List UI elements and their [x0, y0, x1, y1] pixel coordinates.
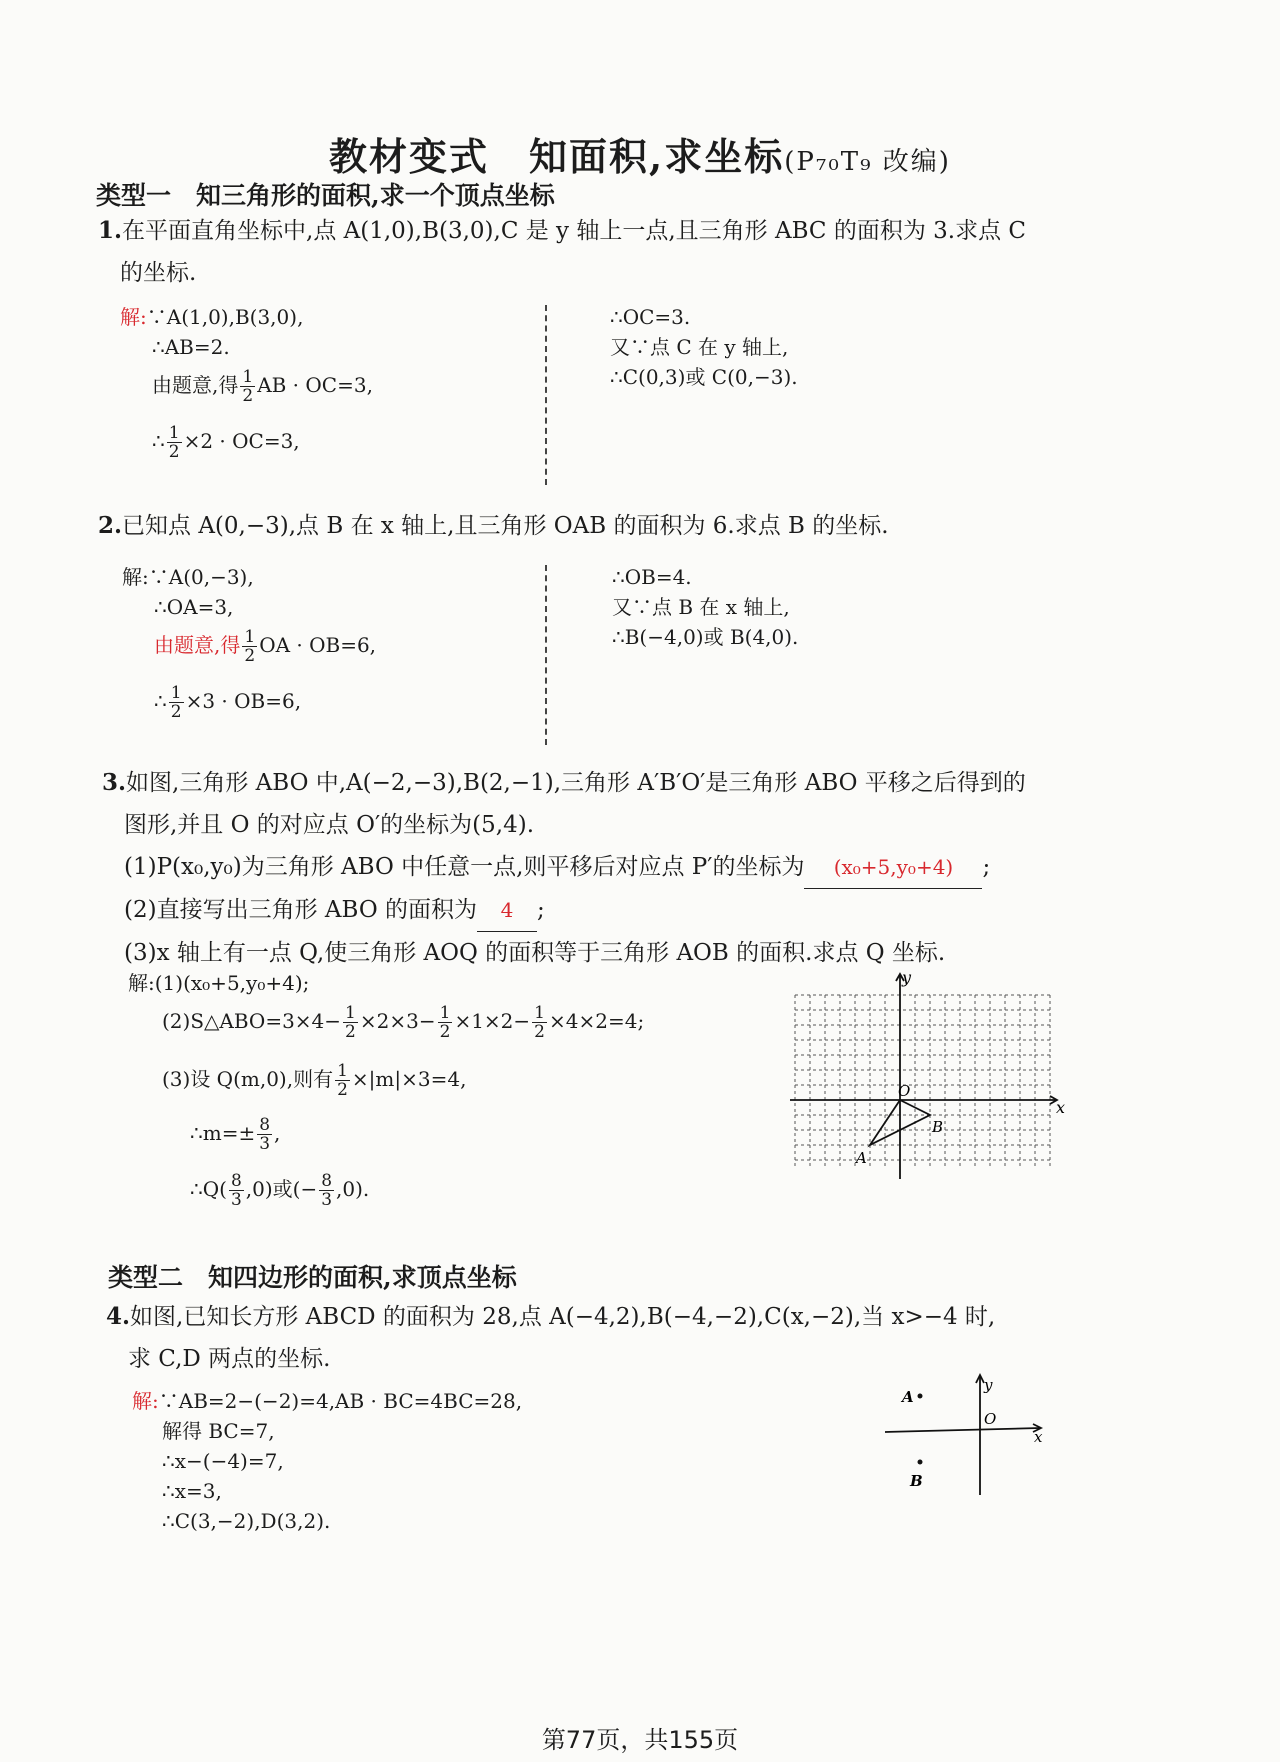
point-a-label: A — [902, 1388, 914, 1406]
y-axis-label: y — [984, 1376, 993, 1394]
title-sub: 知面积,求坐标 — [529, 134, 785, 179]
fraction: $\frac{1}{2}$ — [244, 627, 256, 666]
dashed-divider — [545, 305, 547, 485]
question-text: 已知点 A(0,−3),点 B 在 x 轴上,且三角形 OAB 的面积为 6.求点 B 的坐标. — [122, 513, 889, 539]
fraction: $\frac{8}{3}$ — [321, 1171, 333, 1210]
x-axis-label: x — [1056, 1098, 1066, 1117]
section-heading-type1: 类型一 知三角形的面积,求一个顶点坐标 — [96, 181, 555, 210]
dashed-divider — [545, 565, 547, 745]
x-axis-label: x — [1034, 1428, 1043, 1446]
solution-label: 解: — [128, 971, 155, 995]
fraction: $\frac{8}{3}$ — [230, 1171, 242, 1210]
fraction: $\frac{1}{2}$ — [337, 1061, 348, 1100]
fraction: $\frac{8}{3}$ — [259, 1115, 271, 1154]
solution-step: ∴Q( — [190, 1177, 227, 1201]
question-text: 求 C,D 两点的坐标. — [128, 1346, 331, 1372]
solution-label: 解: — [122, 565, 149, 589]
question-text: 如图,三角形 ABO 中,A(−2,−3),B(2,−1),三角形 A′B′O′是三角形 ABO 平移之后得到的 — [126, 770, 1026, 796]
solution-step: ×3 · OB=6, — [185, 689, 302, 713]
question-part: (2)直接写出三角形 ABO 的面积为 — [124, 897, 477, 923]
solution-step: 由题意,得 — [154, 633, 241, 657]
solution-step: ∴OA=3, — [154, 595, 234, 619]
fraction: $\frac{1}{2}$ — [242, 367, 254, 406]
question-number: 1. — [98, 217, 123, 244]
solution-step: ∴B(−4,0)或 B(4,0). — [612, 625, 799, 649]
question-1 — [98, 210, 1198, 294]
fraction: $\frac{1}{2}$ — [439, 1003, 451, 1042]
question-text: 在平面直角坐标中,点 A(1,0),B(3,0),C 是 y 轴上一点,且三角形 ABC 的面积为 3.求点 C — [122, 218, 1026, 244]
fraction: $\frac{1}{2}$ — [345, 1003, 356, 1042]
solution-step: 解得 BC=7, — [162, 1419, 275, 1443]
fraction: $\frac{1}{2}$ — [168, 423, 180, 462]
origin-label: O — [898, 1082, 911, 1100]
question-3: 3.如图,三角形 ABO 中,A(−2,−3),B(2,−1),三角形 A′B′O′是三角形 ABO 平移之后得到的 图形,并且 O 的对应点 O′的坐标为(5,4). (1)P(x₀,y₀)为三角形 ABO 中任意一点,则平移后对应点 P′的坐标为 (x₀+5,y₀+4) ; (2)直接写出三角形 ABO 的面积为 4 ; (3)x 轴上有一点 Q,使三角形 AOQ 的面积等于三角形 AOB 的面积.求点 Q 坐标. — [102, 762, 1222, 974]
question-number: 2. — [98, 512, 123, 539]
solution-step: (2)S△ABO=3×4− — [162, 1009, 342, 1033]
solution-step: (3)设 Q(m,0),则有 — [162, 1067, 334, 1091]
solution-label: 解: — [120, 305, 147, 329]
question-number: 3. — [102, 769, 127, 796]
answer-blank: 4 — [477, 889, 537, 932]
solution-step: ∵A(1,0),B(3,0), — [146, 305, 304, 329]
solution-step: ∴C(0,3)或 C(0,−3). — [610, 365, 798, 389]
y-axis-label: y — [902, 968, 912, 987]
question-4 — [106, 1296, 1226, 1380]
solution-step: AB · OC=3, — [257, 373, 373, 397]
question-text: 图形,并且 O 的对应点 O′的坐标为(5,4). — [124, 812, 535, 838]
title-main: 教材变式 — [329, 134, 490, 179]
question-text: 的坐标. — [120, 260, 197, 286]
question-number: 4. — [106, 1303, 131, 1330]
solution-step: ∴x=3, — [162, 1479, 222, 1503]
solution-step: ∵A(0,−3), — [148, 565, 254, 589]
fraction: $\frac{1}{2}$ — [534, 1003, 545, 1042]
solution-step: ∴OB=4. — [612, 565, 692, 589]
point-a-dot — [918, 1394, 923, 1399]
point-b-dot — [918, 1460, 923, 1465]
question-text: 如图,已知长方形 ABCD 的面积为 28,点 A(−4,2),B(−4,−2),C(x,−2),当 x>−4 时, — [130, 1304, 996, 1330]
solution-step: 又∵点 C 在 y 轴上, — [610, 335, 789, 359]
solution-step: OA · OB=6, — [259, 633, 377, 657]
solution-step: 又∵点 B 在 x 轴上, — [612, 595, 790, 619]
fraction: $\frac{1}{2}$ — [170, 683, 182, 722]
solution-step: ∴AB=2. — [152, 335, 230, 359]
solution-step: ∴m=± — [190, 1121, 256, 1145]
question-part: (1)P(x₀,y₀)为三角形 ABO 中任意一点,则平移后对应点 P′的坐标为 — [124, 854, 805, 880]
solution-step: ∴x−(−4)=7, — [162, 1449, 284, 1473]
page-title — [0, 126, 1280, 181]
solution-step: ∴C(3,−2),D(3,2). — [162, 1509, 331, 1533]
point-b-label: B — [932, 1118, 944, 1136]
origin-label: O — [984, 1410, 997, 1428]
coordinate-grid-q3 — [780, 965, 1070, 1185]
solution-step: ∴OC=3. — [610, 305, 691, 329]
solution-step: ∵AB=2−(−2)=4,AB · BC=4BC=28, — [158, 1389, 523, 1413]
coordinate-axes-q4 — [880, 1370, 1060, 1510]
title-ref: (P₇₀T₉ 改编) — [784, 147, 951, 177]
point-a-label: A — [856, 1149, 867, 1167]
answer-blank: (x₀+5,y₀+4) — [804, 846, 982, 889]
question-part: (3)x 轴上有一点 Q,使三角形 AOQ 的面积等于三角形 AOB 的面积.求点 Q 坐标. — [124, 940, 946, 966]
solution-step: ×2 · OC=3, — [183, 429, 300, 453]
solution-step: 由题意,得 — [152, 373, 239, 397]
solution-step: (1)(x₀+5,y₀+4); — [154, 971, 310, 995]
point-b-label: B — [910, 1472, 923, 1490]
question-2 — [98, 505, 1198, 547]
solution-label: 解: — [132, 1389, 159, 1413]
page-footer: 第77页，共155页 — [541, 1726, 739, 1754]
section-heading-type2: 类型二 知四边形的面积,求顶点坐标 — [108, 1263, 517, 1292]
